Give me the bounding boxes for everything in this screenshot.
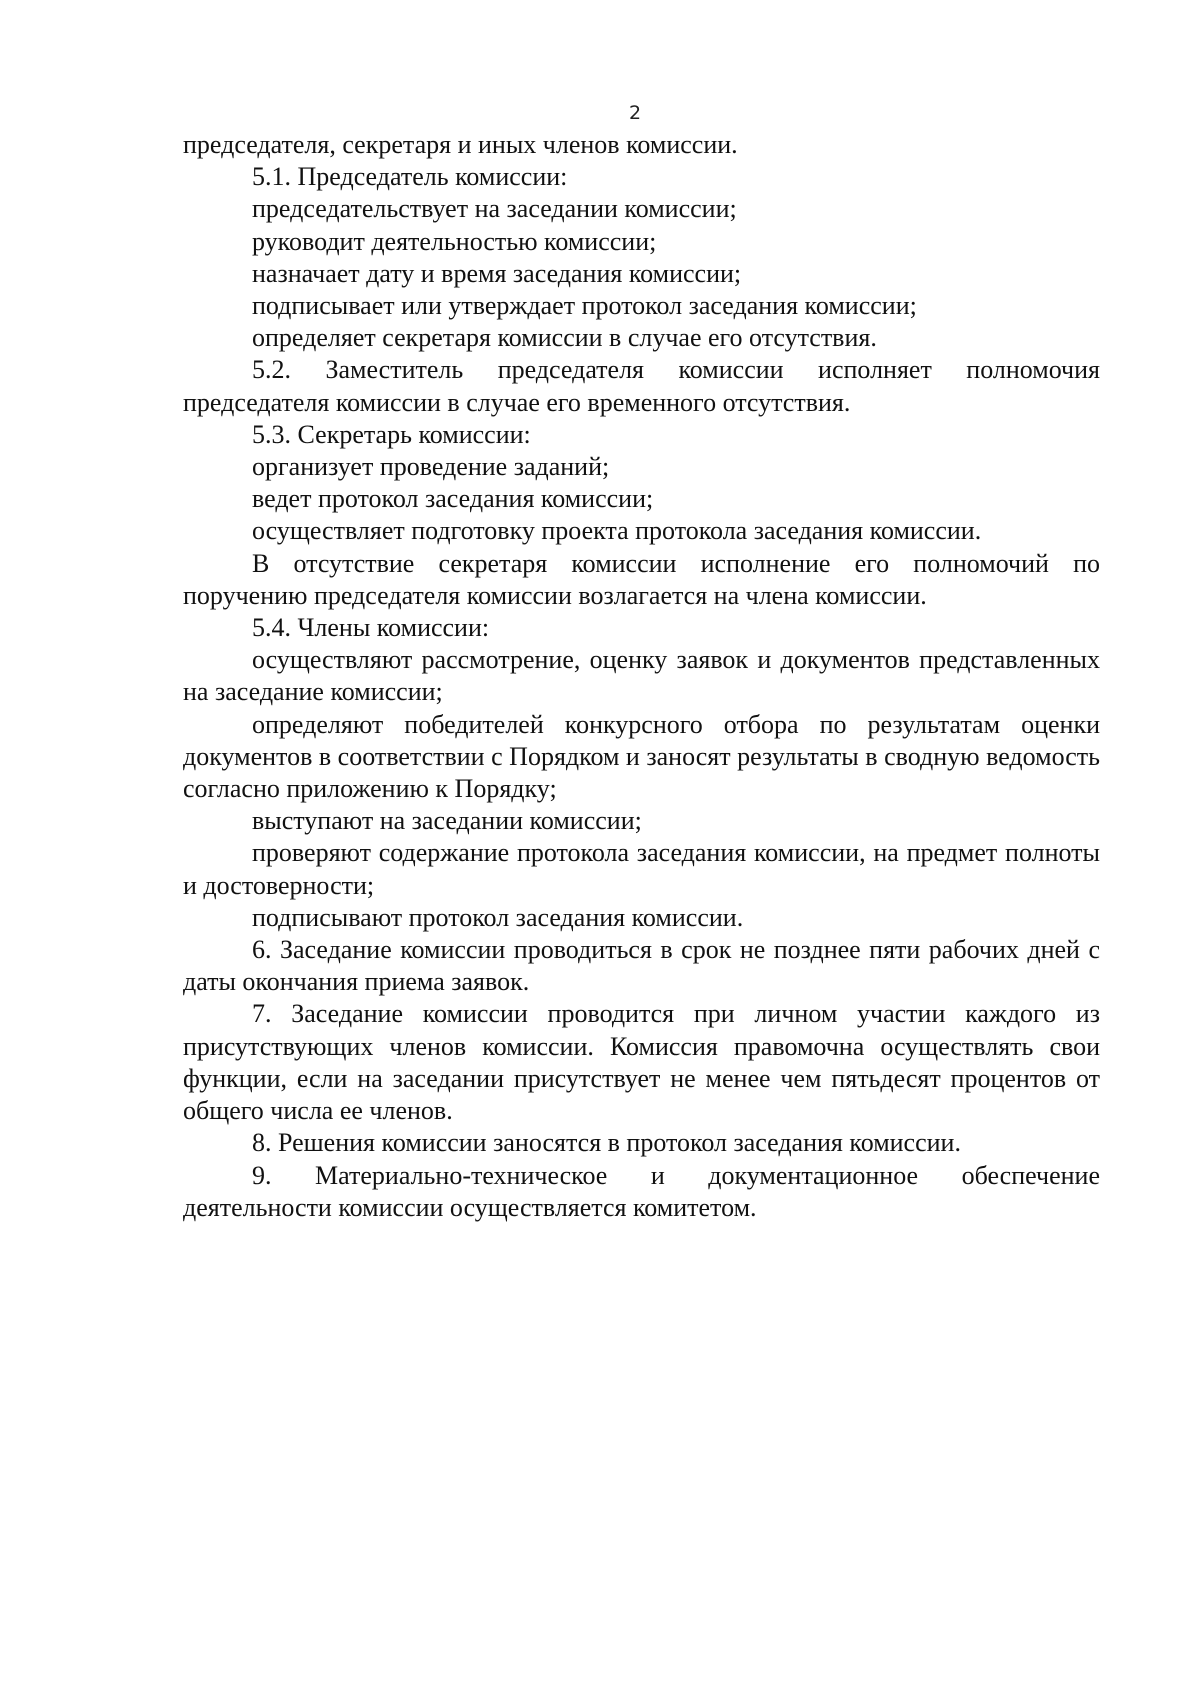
paragraph-member-duty-3: выступают на заседании комиссии; (252, 806, 642, 836)
paragraph-chair-duty-3: назначает дату и время заседания комиссии; (252, 258, 742, 288)
paragraph-chair-duty-2: руководит деятельностью комиссии; (252, 226, 657, 256)
paragraph-chair-duty-4: подписывает или утверждает протокол заседания комиссии; (252, 291, 917, 321)
paragraph-secretary-duty-2: ведет протокол заседания комиссии; (252, 484, 654, 514)
paragraph-continuation: председателя, секретаря и иных членов комиссии. (183, 130, 738, 159)
paragraph-secretary-absence: В отсутствие секретаря комиссии исполнение его полномочий по поручению председателя комиссии возлагается на члена комиссии. (183, 548, 1100, 610)
document-body (183, 129, 1100, 1224)
paragraph-6: 6. Заседание комиссии проводиться в срок не позднее пяти рабочих дней с даты окончания приема заявок. (183, 935, 1100, 997)
paragraph-chair-duty-5: определяет секретаря комиссии в случае его отсутствия. (252, 323, 877, 353)
paragraph-member-duty-2: определяют победителей конкурсного отбора по результатам оценки документов в соответствии с Порядком и заносят результаты в сводную ведомость согласно приложению к Порядку; (183, 709, 1100, 804)
paragraph-secretary-duty-1: организует проведение заданий; (252, 452, 610, 482)
paragraph-8: 8. Решения комиссии заносятся в протокол заседания комиссии. (252, 1128, 961, 1158)
paragraph-member-duty-5: подписывают протокол заседания комиссии. (252, 902, 744, 932)
paragraph-5-3-heading: 5.3. Секретарь комиссии: (252, 419, 531, 449)
paragraph-5-2: 5.2. Заместитель председателя комиссии исполняет полномочия председателя комиссии в случае его временного отсутствия. (183, 355, 1100, 417)
paragraph-secretary-duty-3: осуществляет подготовку проекта протокола заседания комиссии. (252, 516, 982, 546)
paragraph-9: 9. Материально-техническое и документационное обеспечение деятельности комиссии осуществляется комитетом. (183, 1160, 1100, 1222)
paragraph-member-duty-4: проверяют содержание протокола заседания комиссии, на предмет полноты и достоверности; (183, 838, 1100, 900)
paragraph-5-4-heading: 5.4. Члены комиссии: (252, 613, 490, 643)
paragraph-5-1-heading: 5.1. Председатель комиссии: (252, 162, 568, 192)
page-number: 2 (628, 102, 642, 124)
paragraph-member-duty-1: осуществляют рассмотрение, оценку заявок и документов представленных на заседание комиссии; (183, 645, 1100, 707)
paragraph-7: 7. Заседание комиссии проводится при личном участии каждого из присутствующих членов комиссии. Комиссия правомочна осуществлять свои функции, если на заседании присутствует не менее чем пятьдесят процентов от общего числа ее членов. (183, 999, 1100, 1126)
paragraph-chair-duty-1: председательствует на заседании комиссии; (252, 194, 737, 224)
